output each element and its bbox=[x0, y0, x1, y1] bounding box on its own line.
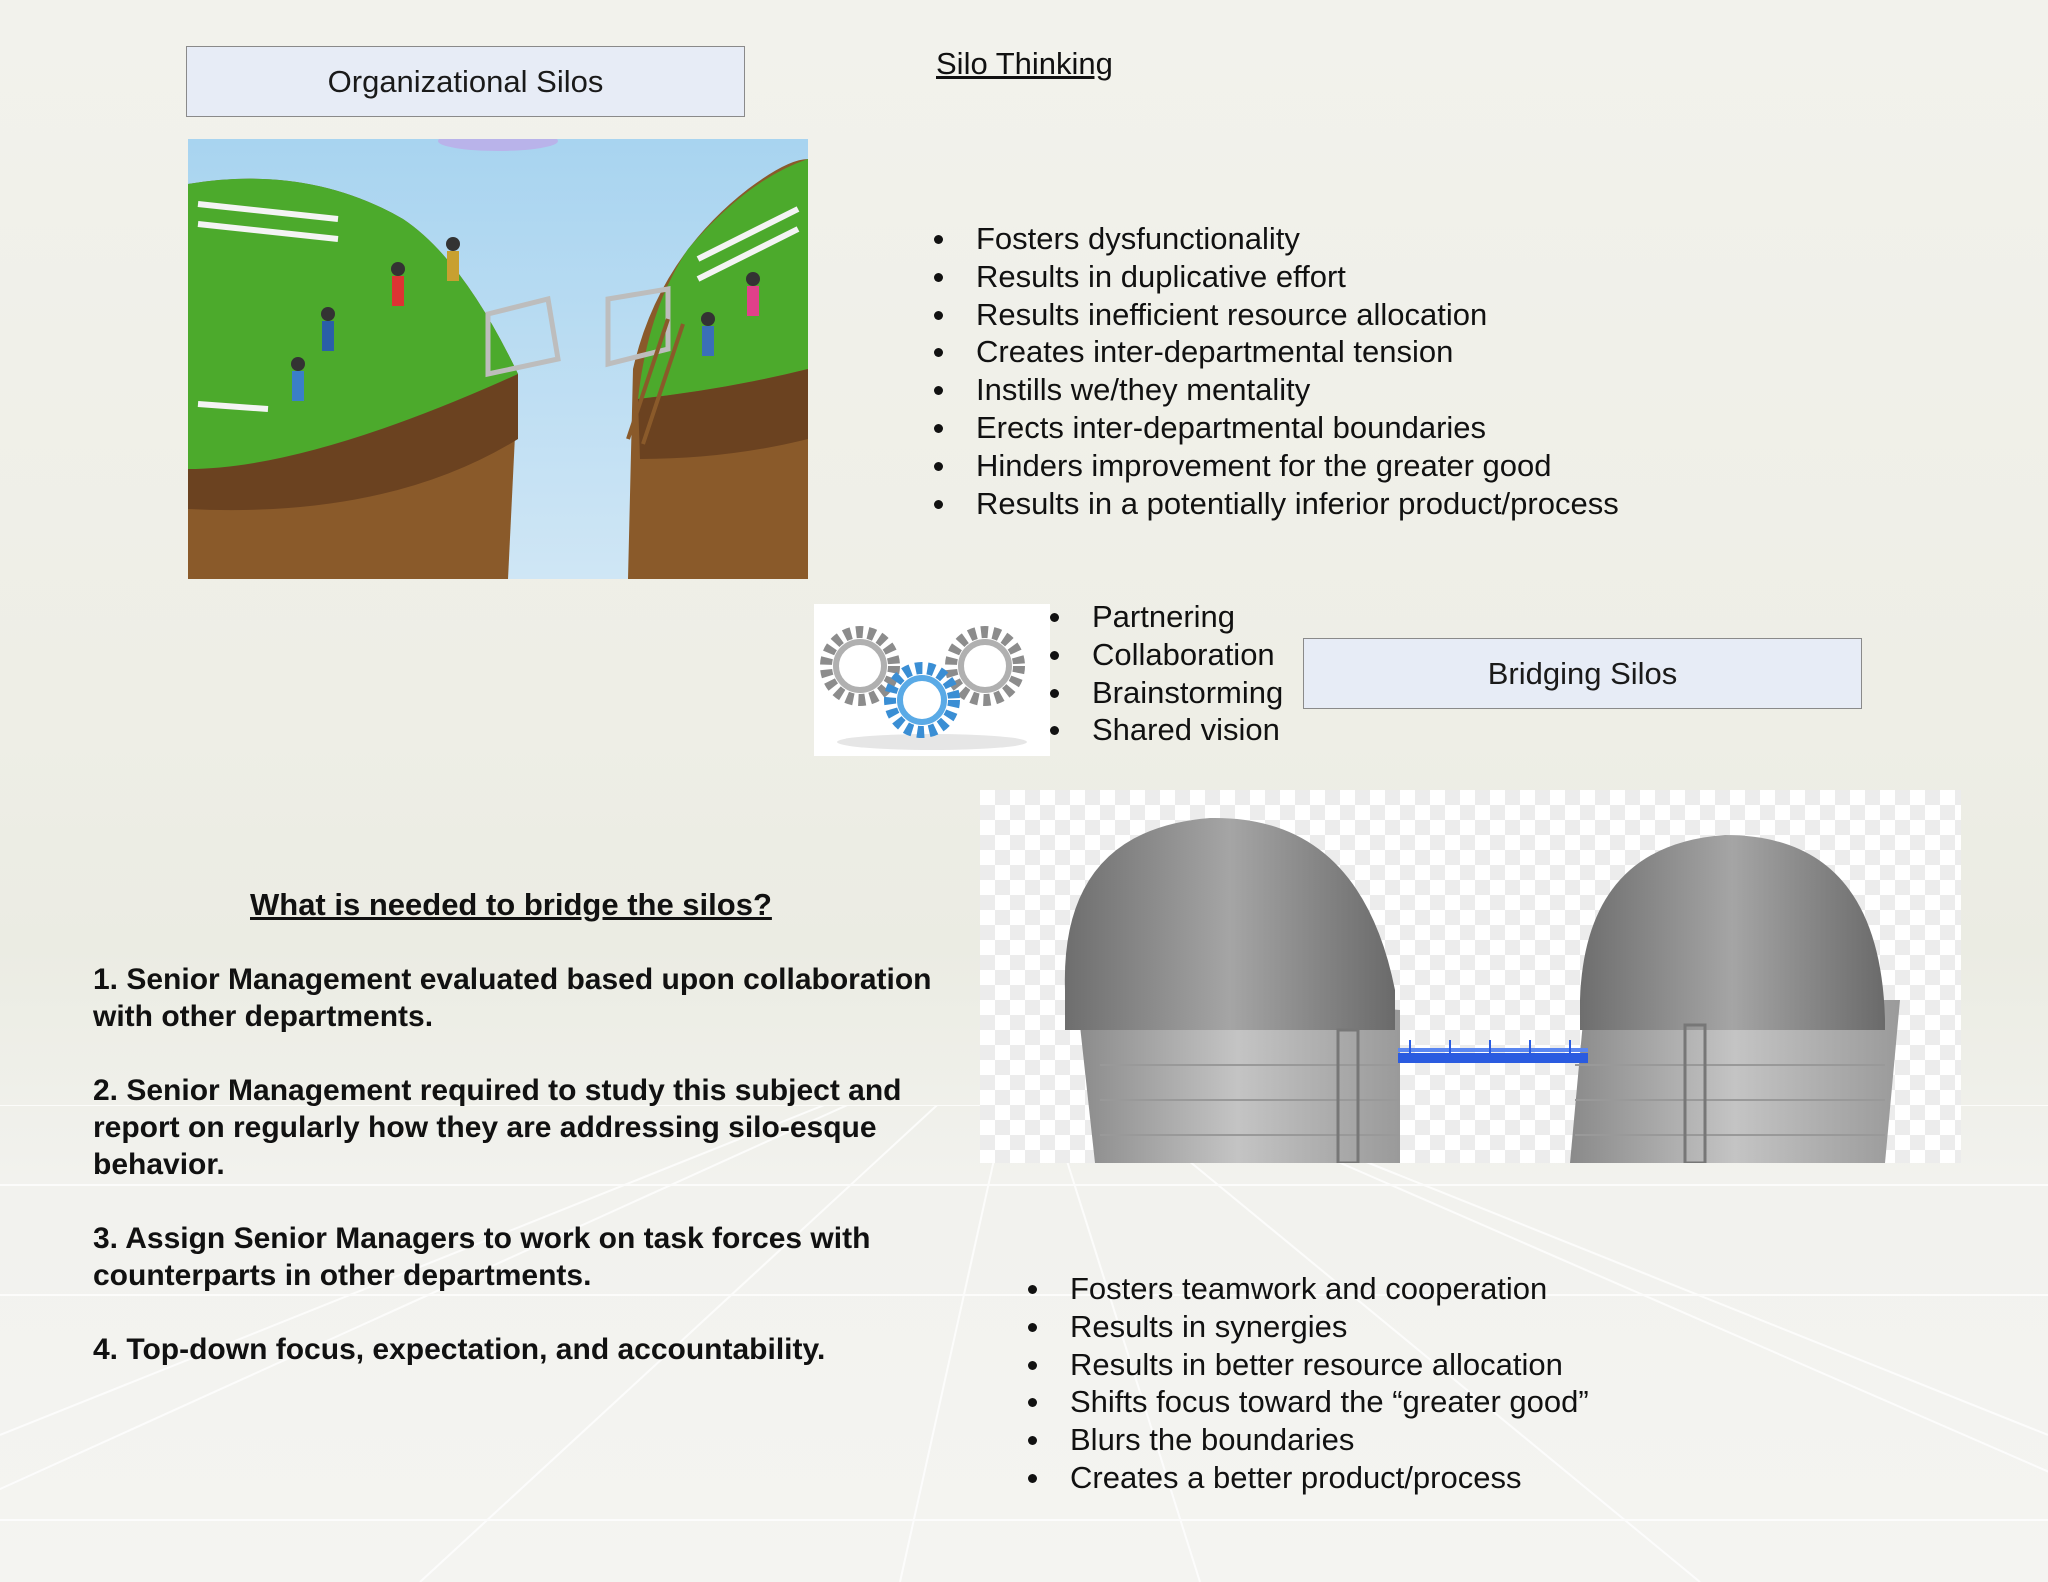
organizational-silos-label: Organizational Silos bbox=[327, 63, 604, 99]
bridge-needs-title: What is needed to bridge the silos? bbox=[250, 887, 772, 922]
bridging-silos-label: Bridging Silos bbox=[1487, 655, 1678, 691]
step-item: 4. Top-down focus, expectation, and accountability. bbox=[93, 1333, 826, 1366]
step-item: 1. Senior Management evaluated based upon collaboration with other departments. bbox=[93, 963, 932, 1033]
list-item: Fosters teamwork and cooperation bbox=[1024, 1270, 1589, 1308]
list-item: Instills we/they mentality bbox=[930, 371, 1619, 409]
list-item: Shared vision bbox=[1046, 711, 1283, 749]
list-item: Fosters dysfunctionality bbox=[930, 220, 1619, 258]
silo-thinking-heading: Silo Thinking bbox=[936, 46, 1113, 81]
bridging-keywords-list bbox=[1046, 598, 1283, 749]
list-item: Brainstorming bbox=[1046, 674, 1283, 712]
organizational-silos-box bbox=[186, 46, 745, 117]
list-item: Results in synergies bbox=[1024, 1308, 1589, 1346]
list-item: Creates a better product/process bbox=[1024, 1459, 1589, 1497]
step-item: 2. Senior Management required to study this subject and report on regularly how they are addressing silo-esque behavior. bbox=[93, 1074, 902, 1181]
gears-icon bbox=[814, 604, 1050, 756]
list-item: Creates inter-departmental tension bbox=[930, 333, 1619, 371]
bridging-benefits-list bbox=[1024, 1270, 1589, 1497]
list-item: Results in better resource allocation bbox=[1024, 1346, 1589, 1384]
list-item: Hinders improvement for the greater good bbox=[930, 447, 1619, 485]
list-item: Results in duplicative effort bbox=[930, 258, 1619, 296]
list-item: Erects inter-departmental boundaries bbox=[930, 409, 1619, 447]
bridging-silos-box bbox=[1303, 638, 1862, 709]
list-item: Collaboration bbox=[1046, 636, 1283, 674]
list-item: Shifts focus toward the “greater good” bbox=[1024, 1383, 1589, 1421]
silo-thinking-list bbox=[930, 220, 1619, 522]
step-item: 3. Assign Senior Managers to work on task forces with counterparts in other departments. bbox=[93, 1222, 871, 1292]
list-item: Results in a potentially inferior product/process bbox=[930, 485, 1619, 523]
list-item: Partnering bbox=[1046, 598, 1283, 636]
list-item: Blurs the boundaries bbox=[1024, 1421, 1589, 1459]
cliff-workers-illustration bbox=[188, 139, 808, 579]
list-item: Results inefficient resource allocation bbox=[930, 296, 1619, 334]
bridge-needs-steps bbox=[93, 961, 943, 1405]
bridged-silos-illustration bbox=[980, 790, 1961, 1163]
